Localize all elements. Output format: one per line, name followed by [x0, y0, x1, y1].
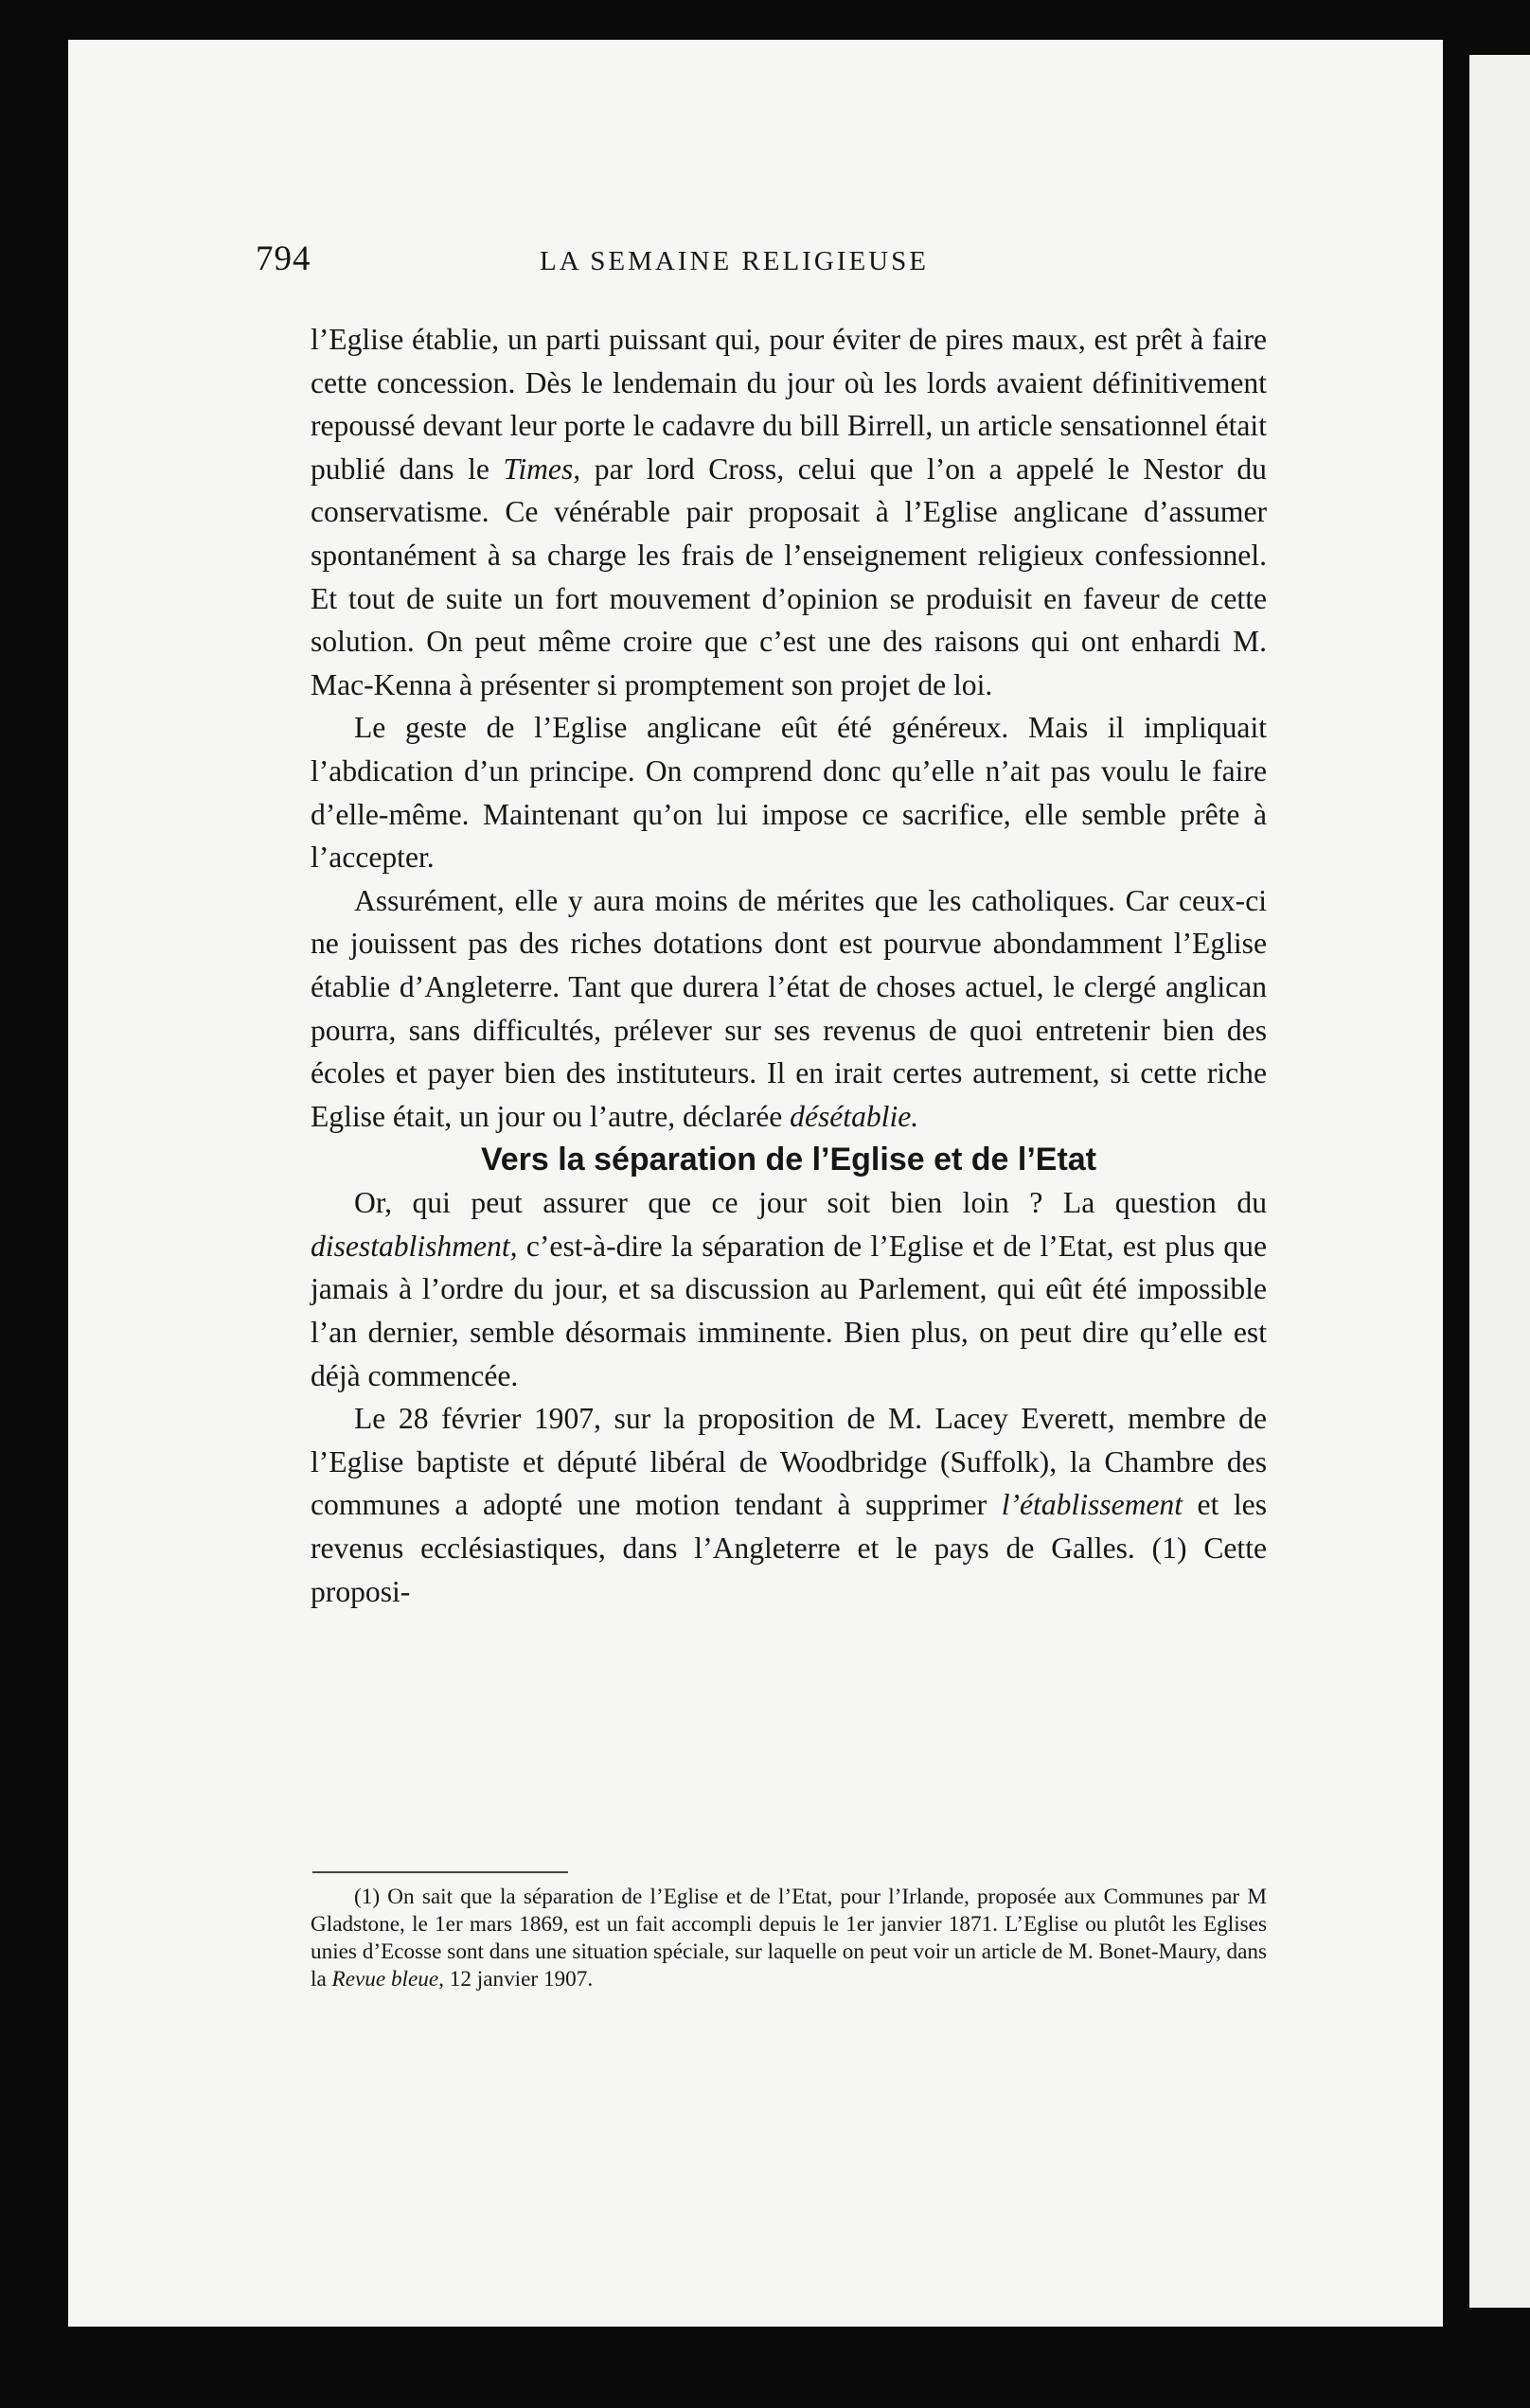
paragraph-4-text-b: c’est-à-dire la séparation de l’Eglise et de l’Etat, est plus que jamais à l’ordre du jour, et sa discussion au Parlement, qui eût été impossible l’an dernier, semble désormais imminente. Bien plus, on peut dire qu’elle est déjà commencée. — [311, 1229, 1267, 1392]
paragraph-5-text-a: Le 28 février 1907, sur la proposition de M. Lacey Everett, membre de l’Eglise baptiste et député libéral de Woodbridge (Suffolk), la Chambre des communes a adopté une motion tendant à supprimer — [311, 1402, 1267, 1522]
page-number: 794 — [256, 239, 311, 278]
paragraph-4-text-a: Or, qui peut assurer que ce jour soit bien loin ? La question du — [354, 1186, 1267, 1220]
main-text — [311, 318, 1267, 1613]
footnote-text-b: 12 janvier 1907. — [443, 1967, 594, 1992]
footnote-rule — [312, 1871, 568, 1873]
paragraph-3 — [311, 879, 1267, 1139]
running-title: LA SEMAINE RELIGIEUSE — [540, 246, 929, 276]
adjacent-page-edge — [1469, 55, 1530, 2308]
desetablie-italic: désétablie. — [790, 1099, 919, 1133]
page-header — [256, 239, 1273, 282]
section-heading: Vers la séparation de l’Eglise et de l’Etat — [480, 1142, 1097, 1178]
disestablishment-italic: disestablishment, — [311, 1229, 518, 1263]
footnote-text-a: (1) On sait que la séparation de l’Eglise et de l’Etat, pour l’Irlande, proposée aux Communes par M Gladstone, le 1er mars 1869, est un fait accompli depuis le 1er janvier 1871. L’Eglise ou plutôt les Eglises unies d’Ecosse sont dans une situation spéciale, sur laquelle on peut voir un article de M. Bonet-Maury, dans la — [311, 1885, 1267, 1992]
paragraph-1-text: l’Eglise établie, un parti puissant qui, pour éviter de pires maux, est prêt à faire cette concession. Dès le lendemain du jour où les lords avaient définitivement repoussé devant leur porte le cadavre du bill Birrell, un article sensationnel était publié dans le — [311, 323, 1267, 486]
paragraph-1-rest: par lord Cross, celui que l’on a appelé le Nestor du conservatisme. Ce vénérable pair proposait à l’Eglise anglicane d’assumer spontanément à sa charge les frais de l’enseignement religieux confessionnel. Et tout de suite un fort mouvement d’opinion se produisit en faveur de cette solution. On peut même croire que c’est une des raisons qui ont enhardi M. Mac-Kenna à présenter si promptement son projet de loi. — [311, 452, 1267, 701]
paragraph-1 — [311, 318, 1267, 706]
footnote-text — [311, 1884, 1267, 1993]
times-italic: Times, — [503, 452, 581, 486]
etablissement-italic: l’établissement — [1001, 1488, 1183, 1522]
footnote — [311, 1884, 1267, 1993]
paragraph-5-text-b: et les revenus ecclésiastiques, dans l’Angleterre et le pays de Galles. (1) Cette proposi- — [311, 1488, 1267, 1608]
paragraph-3-text: Assurément, elle y aura moins de mérites que les catholiques. Car ceux-ci ne jouissent pas des riches dotations dont est pourvue abondamment l’Eglise établie d’Angleterre. Tant que durera l’état de choses actuel, le clergé anglican pourra, sans difficultés, prélever sur ses revenus de quoi entretenir bien des écoles et payer bien des instituteurs. Il en irait certes autrement, si cette riche Eglise était, un jour ou l’autre, déclarée — [311, 883, 1267, 1133]
paragraph-4 — [311, 1181, 1267, 1397]
paragraph-2: Le geste de l’Eglise anglicane eût été généreux. Mais il impliquait l’abdication d’un principe. On comprend donc qu’elle n’ait pas voulu le faire d’elle-même. Maintenant qu’on lui impose ce sacrifice, elle semble prête à l’accepter. — [311, 711, 1267, 875]
paragraph-5 — [311, 1397, 1267, 1613]
revue-bleue-italic: Revue bleue, — [331, 1967, 444, 1992]
